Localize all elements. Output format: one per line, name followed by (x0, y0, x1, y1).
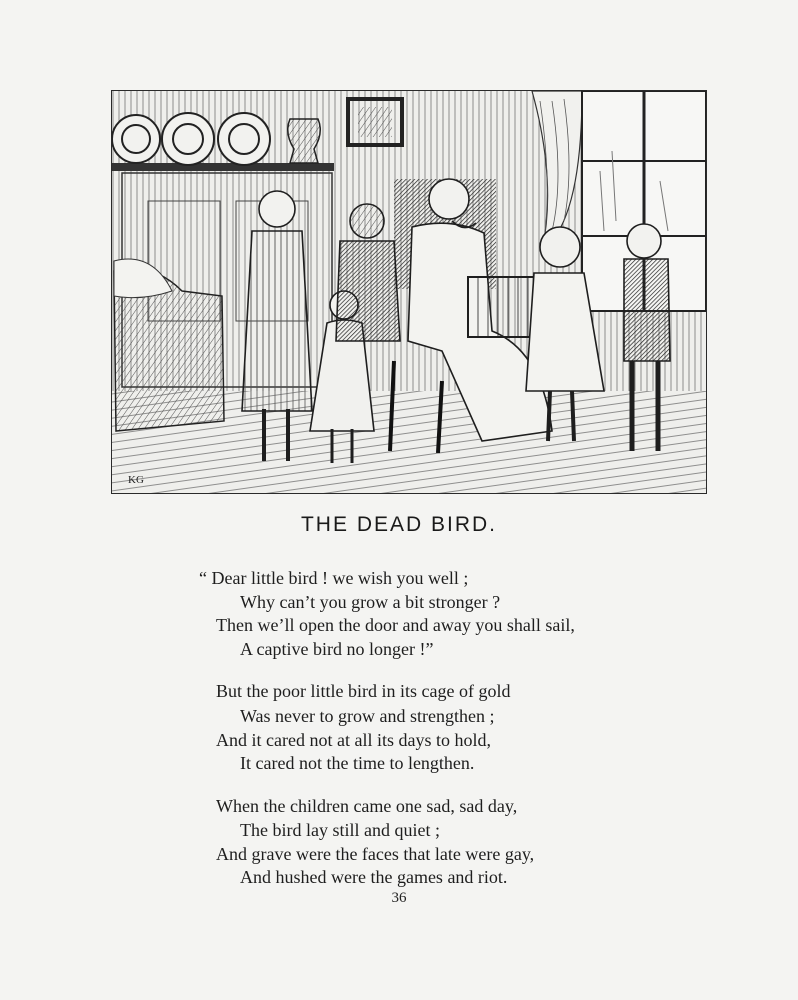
plates (112, 113, 270, 165)
poem-line: Was never to grow and strengthen ; (240, 706, 495, 726)
poem-line: Then we’ll open the door and away you shall sail, (216, 615, 575, 635)
poem-line: And grave were the faces that late were gay, (216, 844, 535, 864)
page-number: 36 (391, 890, 407, 906)
poem-line: When the children came one sad, sad day, (216, 796, 518, 816)
engraving-illustration (111, 90, 707, 494)
poem-line: The bird lay still and quiet ; (240, 820, 440, 840)
poem-line: A captive bird no longer !” (240, 639, 434, 659)
poem-line: And it cared not at all its days to hold, (216, 730, 491, 750)
poem-line: And hushed were the games and riot. (240, 867, 508, 887)
poem-line: But the poor little bird in its cage of gold (216, 681, 511, 701)
illustration-artwork (112, 91, 706, 493)
poem-line: Why can’t you grow a bit stronger ? (240, 592, 501, 612)
poem-line: It cared not the time to lengthen. (240, 753, 475, 773)
poem-title: THE DEAD BIRD. (300, 513, 498, 536)
poem-line: “ Dear little bird ! we wish you well ; (199, 568, 469, 588)
artist-signature: KG (128, 474, 144, 486)
